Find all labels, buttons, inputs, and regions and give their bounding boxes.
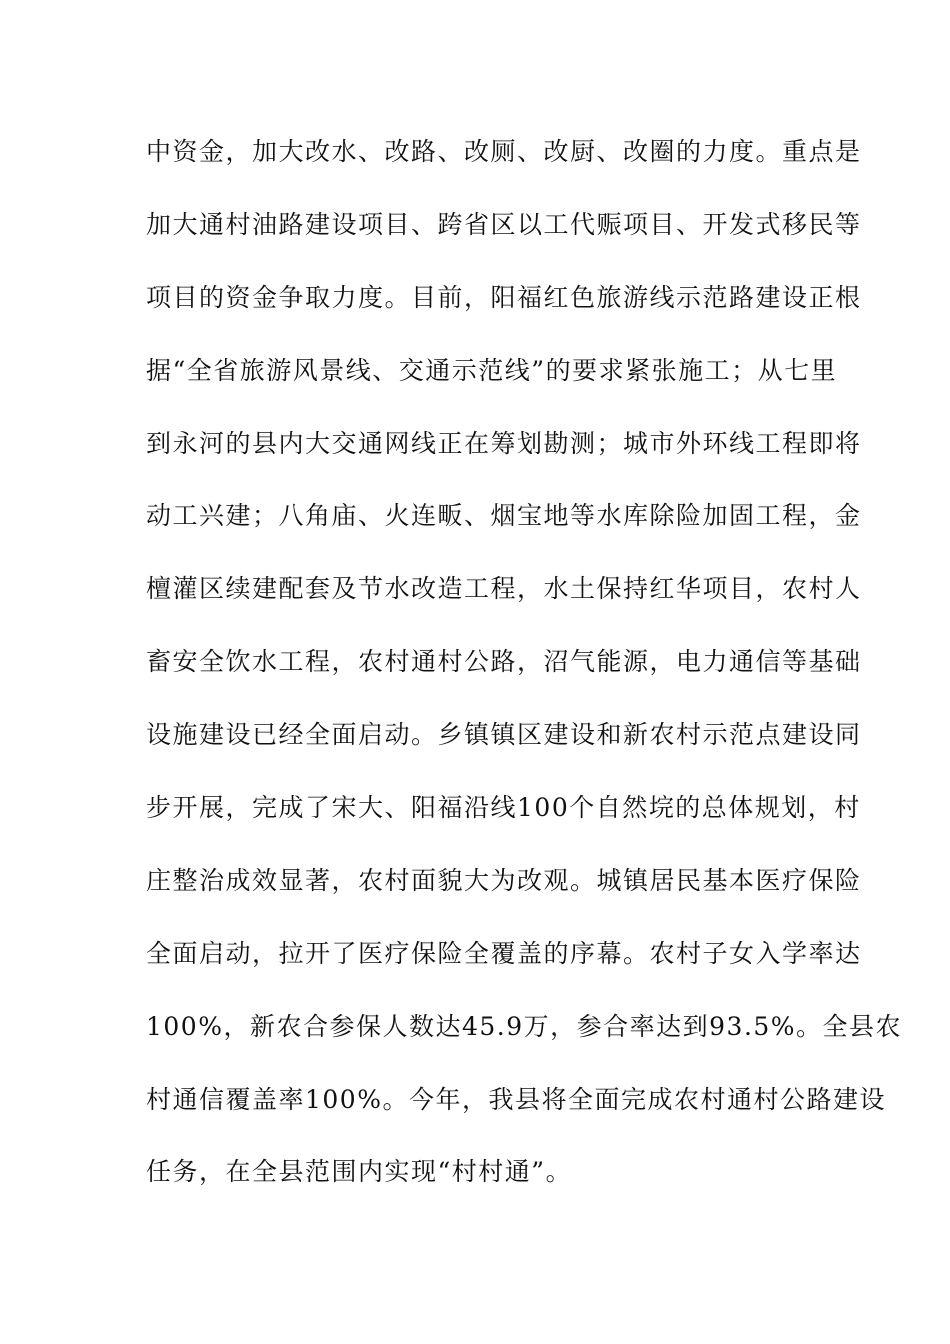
text-line: 加大通村油路建设项目、跨省区以工代赈项目、开发式移民等 xyxy=(146,209,862,239)
text-line: 动工兴建；八角庙、火连畈、烟宝地等水库除险加固工程，金 xyxy=(146,501,862,531)
text-line: 到永河的县内大交通网线正在筹划勘测；城市外环线工程即将 xyxy=(146,428,862,458)
text-line: 据“全省旅游风景线、交通示范线”的要求紧张施工；从七里 xyxy=(146,355,838,385)
text-line: 项目的资金争取力度。目前，阳福红色旅游线示范路建设正根 xyxy=(146,282,862,312)
text-line: 中资金，加大改水、改路、改厕、改厨、改圈的力度。重点是 xyxy=(146,137,862,166)
text-line: 檀灌区续建配套及节水改造工程，水土保持红华项目，农村人 xyxy=(146,574,862,604)
body-paragraph xyxy=(146,132,903,1225)
text-line: 步开展，完成了宋大、阳福沿线100个自然垸的总体规划，村 xyxy=(146,793,861,823)
text-line: 100%，新农合参保人数达45.9万，参合率达到93.5%。全县农 xyxy=(146,1011,903,1041)
text-line: 全面启动，拉开了医疗保险全覆盖的序幕。农村子女入学率达 xyxy=(146,938,862,968)
text-line-last: 任务，在全县范围内实现“村村通”。 xyxy=(146,1157,573,1187)
text-line: 设施建设已经全面启动。乡镇镇区建设和新农村示范点建设同 xyxy=(146,720,862,750)
text-line: 村通信覆盖率100%。今年，我县将全面完成农村通村公路建设 xyxy=(146,1084,886,1114)
text-line: 庄整治成效显著，农村面貌大为改观。城镇居民基本医疗保险 xyxy=(146,865,862,895)
text-line: 畜安全饮水工程，农村通村公路，沼气能源，电力通信等基础 xyxy=(146,647,862,677)
